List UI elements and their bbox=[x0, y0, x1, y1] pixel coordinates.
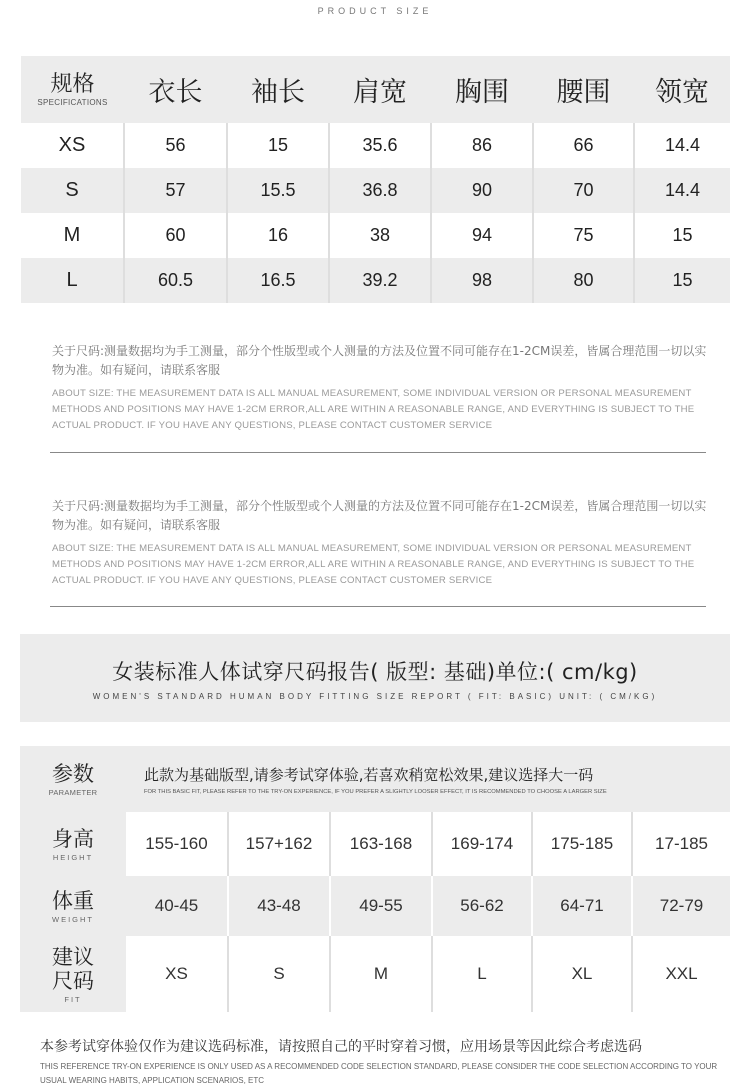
table-cell: 16.5 bbox=[227, 258, 329, 303]
fitting-table bbox=[20, 746, 730, 1012]
size-table-header-row bbox=[21, 56, 730, 123]
table-cell: 36.8 bbox=[329, 168, 431, 213]
height-label bbox=[20, 812, 126, 876]
weight-cell: 72-79 bbox=[632, 876, 730, 936]
fit-size-cell: L bbox=[432, 936, 532, 1012]
table-cell: 15 bbox=[672, 225, 693, 245]
fitting-report-title: 女装标准人体试穿尺码报告( 版型: 基础)单位:( cm/kg) bbox=[112, 660, 638, 684]
table-cell: 39.2 bbox=[329, 258, 431, 303]
size-table bbox=[21, 56, 730, 303]
weight-label-en: WEIGHT bbox=[52, 914, 94, 924]
height-cell: 17-185 bbox=[655, 834, 708, 853]
weight-cell: 49-55 bbox=[330, 876, 432, 936]
height-cell: 175-185 bbox=[532, 812, 632, 876]
fit-label-cn-line1: 建议 bbox=[52, 944, 94, 969]
height-cell: 155-160 bbox=[126, 812, 228, 876]
table-cell: 15 bbox=[227, 123, 329, 168]
height-cell: 163-168 bbox=[330, 812, 432, 876]
size-cell: L bbox=[21, 258, 124, 303]
weight-cell: 40-45 bbox=[126, 876, 228, 936]
parameter-label-en: PARAMETER bbox=[48, 787, 98, 797]
table-cell: 60 bbox=[124, 213, 227, 258]
table-cell: 14.4 bbox=[664, 135, 701, 155]
weight-label bbox=[20, 876, 126, 936]
table-cell: 75 bbox=[533, 213, 634, 258]
table-cell: 14.4 bbox=[664, 180, 701, 200]
size-cell: XS bbox=[21, 123, 124, 168]
table-row bbox=[21, 168, 730, 213]
weight-label-cn: 体重 bbox=[52, 888, 94, 913]
size-note-en: ABOUT SIZE: THE MEASUREMENT DATA IS ALL MANUAL MEASUREMENT, SOME INDIVIDUAL VERSION OR PERSONAL MEASUREMENT METHODS AND POSITIONS MAY HAVE 1-2CM ERROR,ALL ARE WITHIN A REASONABLE RANGE, AND EVERYTHING IS SUBJECT TO THE ACTUAL PRODUCT. IF YOU HAVE ANY QUESTIONS, PLEASE CONTACT CUSTOMER SERVICE bbox=[52, 388, 695, 431]
fitting-report-subtitle: WOMEN'S STANDARD HUMAN BODY FITTING SIZE REPORT ( FIT: BASIC) UNIT: ( CM/KG) bbox=[92, 692, 658, 701]
height-cell: 169-174 bbox=[432, 812, 532, 876]
weight-cell: 43-48 bbox=[228, 876, 330, 936]
parameter-row bbox=[20, 746, 730, 812]
parameter-label bbox=[20, 746, 126, 812]
table-cell: 57 bbox=[124, 168, 227, 213]
column-header-shoulder: 肩宽 bbox=[353, 77, 407, 108]
fit-hint bbox=[126, 746, 730, 812]
height-cell: 157+162 bbox=[228, 812, 330, 876]
table-cell: 80 bbox=[533, 258, 634, 303]
table-cell: 15 bbox=[672, 270, 693, 290]
fit-label bbox=[20, 936, 126, 1012]
column-header-waist: 腰围 bbox=[556, 77, 611, 108]
table-cell: 38 bbox=[329, 213, 431, 258]
height-row bbox=[20, 812, 730, 876]
size-note bbox=[52, 497, 712, 589]
column-header-bust: 胸围 bbox=[455, 77, 509, 108]
size-cell: S bbox=[21, 168, 124, 213]
table-cell: 94 bbox=[431, 213, 533, 258]
divider bbox=[50, 452, 706, 453]
product-size-label: PRODUCT SIZE bbox=[317, 6, 433, 16]
footer-note-cn: 本参考试穿体验仅作为建议选码标准，请按照自己的平时穿着习惯，应用场景等因此综合考虑选码 bbox=[40, 1039, 642, 1055]
column-header-length: 衣长 bbox=[148, 77, 203, 108]
spec-header-cn: 规格 bbox=[50, 72, 95, 97]
spec-header bbox=[21, 56, 124, 123]
table-cell: 98 bbox=[431, 258, 533, 303]
table-cell: 56 bbox=[124, 123, 227, 168]
table-cell: 15.5 bbox=[227, 168, 329, 213]
weight-cell: 64-71 bbox=[532, 876, 632, 936]
height-label-cn: 身高 bbox=[52, 826, 94, 851]
size-note bbox=[52, 342, 712, 434]
parameter-label-cn: 参数 bbox=[52, 761, 94, 786]
height-label-en: HEIGHT bbox=[52, 852, 94, 862]
fit-size-cell: XS bbox=[126, 936, 228, 1012]
fitting-report-banner bbox=[20, 634, 730, 722]
fit-size-cell: XXL bbox=[665, 964, 698, 983]
table-row bbox=[21, 123, 730, 168]
weight-row bbox=[20, 876, 730, 936]
table-cell: 86 bbox=[431, 123, 533, 168]
table-cell: 66 bbox=[533, 123, 634, 168]
size-note-en: ABOUT SIZE: THE MEASUREMENT DATA IS ALL MANUAL MEASUREMENT, SOME INDIVIDUAL VERSION OR PERSONAL MEASUREMENT METHODS AND POSITIONS MAY HAVE 1-2CM ERROR,ALL ARE WITHIN A REASONABLE RANGE, AND EVERYTHING IS SUBJECT TO THE ACTUAL PRODUCT. IF YOU HAVE ANY QUESTIONS, PLEASE CONTACT CUSTOMER SERVICE bbox=[52, 543, 695, 586]
fit-row bbox=[20, 936, 730, 1012]
fit-hint-en: FOR THIS BASIC FIT, PLEASE REFER TO THE TRY-ON EXPERIENCE, IF YOU PREFER A SLIGHTLY LOOSER EFFECT, IT IS RECOMMENDED TO CHOOSE A LARGER SIZE bbox=[144, 788, 607, 795]
spec-header-en: SPECIFICATIONS bbox=[37, 98, 108, 107]
column-header-sleeve: 袖长 bbox=[251, 77, 305, 108]
fit-label-cn-line2: 尺码 bbox=[52, 968, 94, 993]
table-cell: 35.6 bbox=[329, 123, 431, 168]
table-cell: 16 bbox=[227, 213, 329, 258]
fit-label-en: FIT bbox=[64, 994, 82, 1004]
size-cell: M bbox=[21, 213, 124, 258]
table-cell: 60.5 bbox=[124, 258, 227, 303]
fit-size-cell: S bbox=[228, 936, 330, 1012]
table-row bbox=[21, 213, 730, 258]
table-cell: 70 bbox=[533, 168, 634, 213]
fit-hint-cn: 此款为基础版型,请参考试穿体验,若喜欢稍宽松效果,建议选择大一码 bbox=[144, 765, 594, 784]
table-cell: 90 bbox=[431, 168, 533, 213]
column-header-collar: 领宽 bbox=[655, 77, 709, 108]
divider bbox=[50, 606, 706, 607]
size-note-cn: 关于尺码:测量数据均为手工测量，部分个性版型或个人测量的方法及位置不同可能存在1-2CM误差，皆属合理范围一切以实物为准。如有疑问，请联系客服 bbox=[52, 344, 707, 377]
weight-cell: 56-62 bbox=[432, 876, 532, 936]
fit-size-cell: M bbox=[330, 936, 432, 1012]
size-note-cn: 关于尺码:测量数据均为手工测量，部分个性版型或个人测量的方法及位置不同可能存在1-2CM误差，皆属合理范围一切以实物为准。如有疑问，请联系客服 bbox=[52, 499, 707, 532]
fit-size-cell: XL bbox=[532, 936, 632, 1012]
table-row bbox=[21, 258, 730, 303]
footer-note bbox=[40, 1036, 730, 1088]
footer-note-en: THIS REFERENCE TRY-ON EXPERIENCE IS ONLY USED AS A RECOMMENDED CODE SELECTION STANDARD, PLEASE CONSIDER THE CODE SELECTION ACCORDING TO YOUR USUAL WEARING HABITS, APPLICATION SCENARIOS, ETC bbox=[40, 1062, 718, 1085]
